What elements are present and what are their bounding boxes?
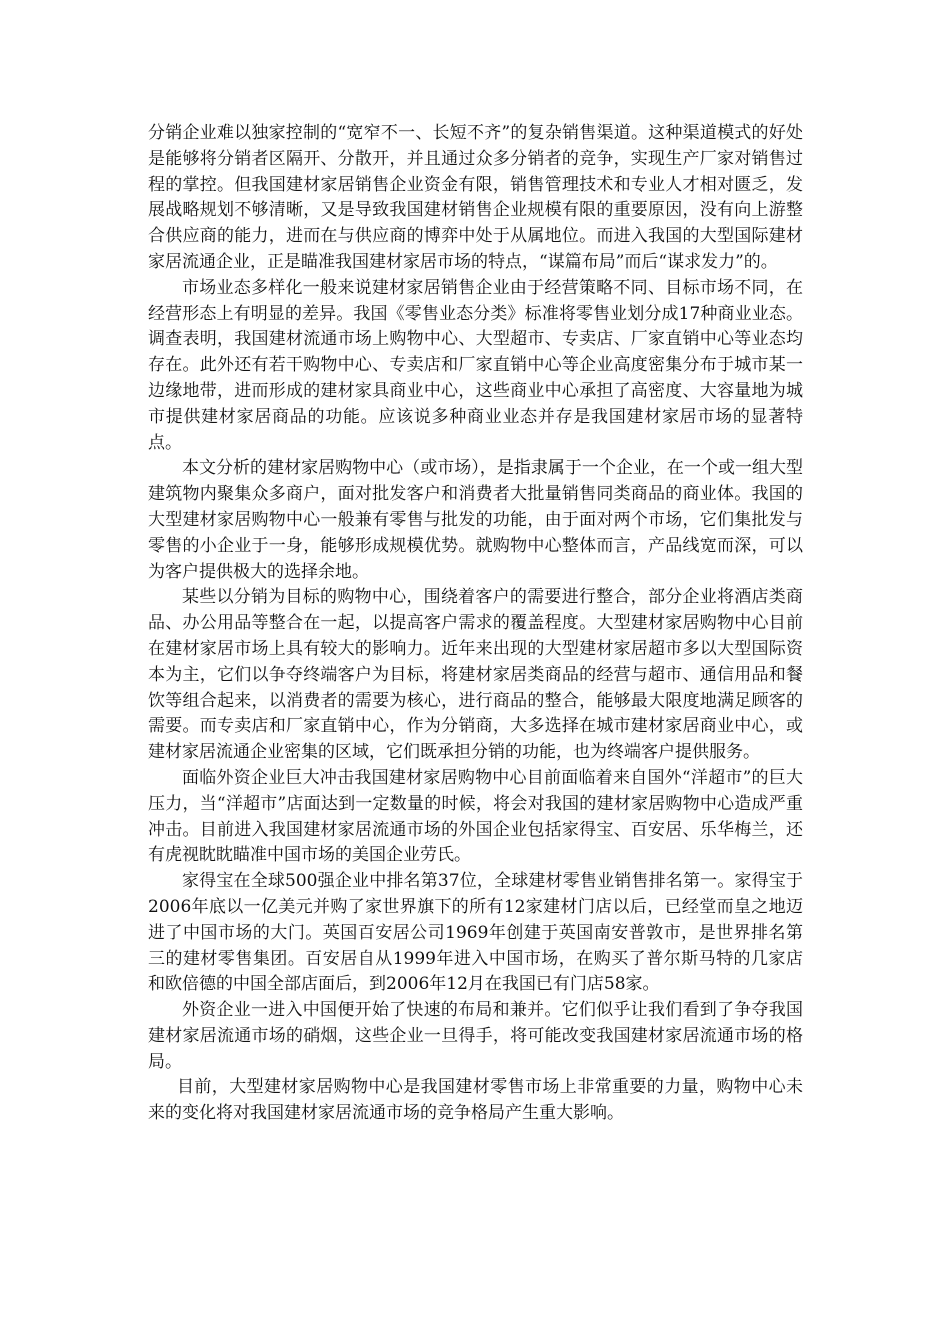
paragraph-3: 本文分析的建材家居购物中心（或市场），是指隶属于一个企业，在一个或一组大型建筑物内聚集众多商户，面对批发客户和消费者大批量销售同类商品的商业体。我国的大型建材家居购物中心一般兼有零售与批发的功能，由于面对两个市场，它们集批发与零售的小企业于一身，能够形成规模优势。就购物中心整体而言，产品线宽而深，可以为客户提供极大的选择余地。 [148,458,803,582]
paragraph-1: 分销企业难以独家控制的“宽窄不一、长短不齐”的复杂销售渠道。这种渠道模式的好处是能够将分销者区隔开、分散开，并且通过众多分销者的竞争，实现生产厂家对销售过程的掌控。但我国建材家居销售企业资金有限，销售管理技术和专业人才相对匮乏，发展战略规划不够清晰，又是导致我国建材销售企业规模有限的重要原因，没有向上游整合供应商的能力，进而在与供应商的博弈中处于从属地位。而进入我国的大型国际建材家居流通企业，正是瞄准我国建材家居市场的特点，“谋篇布局”而后“谋求发力”的。 [148,123,803,272]
paragraph-5: 面临外资企业巨大冲击我国建材家居购物中心目前面临着来自国外“洋超市”的巨大压力，当“洋超市”店面达到一定数量的时候，将会对我国的建材家居购物中心造成严重冲击。目前进入我国建材家居流通市场的外国企业包括家得宝、百安居、乐华梅兰，还有虎视眈眈瞄准中国市场的美国企业劳氏。 [148,767,803,866]
paragraph-7: 外资企业一进入中国便开始了快速的布局和兼并。它们似乎让我们看到了争夺我国建材家居流通市场的硝烟，这些企业一旦得手，将可能改变我国建材家居流通市场的格局。 [148,1000,803,1072]
document-body [148,121,803,1127]
paragraph-4: 某些以分销为目标的购物中心，围绕着客户的需要进行整合，部分企业将酒店类商品、办公用品等整合在一起，以提高客户需求的覆盖程度。大型建材家居购物中心目前在建材家居市场上具有较大的影响力。近年来出现的大型建材家居超市多以大型国际资本为主，它们以争夺终端客户为目标，将建材家居类商品的经营与超市、通信用品和餐饮等组合起来，以消费者的需要为核心，进行商品的整合，能够最大限度地满足顾客的需要。而专卖店和厂家直销中心，作为分销商，大多选择在城市建材家居商业中心，或建材家居流通企业密集的区域，它们既承担分销的功能，也为终端客户提供服务。 [148,587,803,763]
paragraph-2: 市场业态多样化一般来说建材家居销售企业由于经营策略不同、目标市场不同，在经营形态上有明显的差异。我国《零售业态分类》标准将零售业划分成17种商业业态。调查表明，我国建材流通市场上购物中心、大型超市、专卖店、厂家直销中心等业态均存在。此外还有若干购物中心、专卖店和厂家直销中心等企业高度密集分布于城市某一边缘地带，进而形成的建材家具商业中心，这些商业中心承担了高密度、大容量地为城市提供建材家居商品的功能。应该说多种商业业态并存是我国建材家居市场的显著特点。 [148,277,803,453]
paragraph-6: 家得宝在全球500强企业中排名第37位，全球建材零售业销售排名第一。家得宝于2006年底以一亿美元并购了家世界旗下的所有12家建材门店以后，已经堂而皇之地迈进了中国市场的大门。英国百安居公司1969年创建于英国南安普敦市，是世界排名第三的建材零售集团。百安居自从1999年进入中国市场，在购买了普尔斯马特的几家店和欧倍德的中国全部店面后，到2006年12月在我国已有门店58家。 [148,871,803,995]
paragraph-8: 目前，大型建材家居购物中心是我国建材零售市场上非常重要的力量，购物中心未来的变化将对我国建材家居流通市场的竞争格局产生重大影响。 [148,1077,803,1124]
